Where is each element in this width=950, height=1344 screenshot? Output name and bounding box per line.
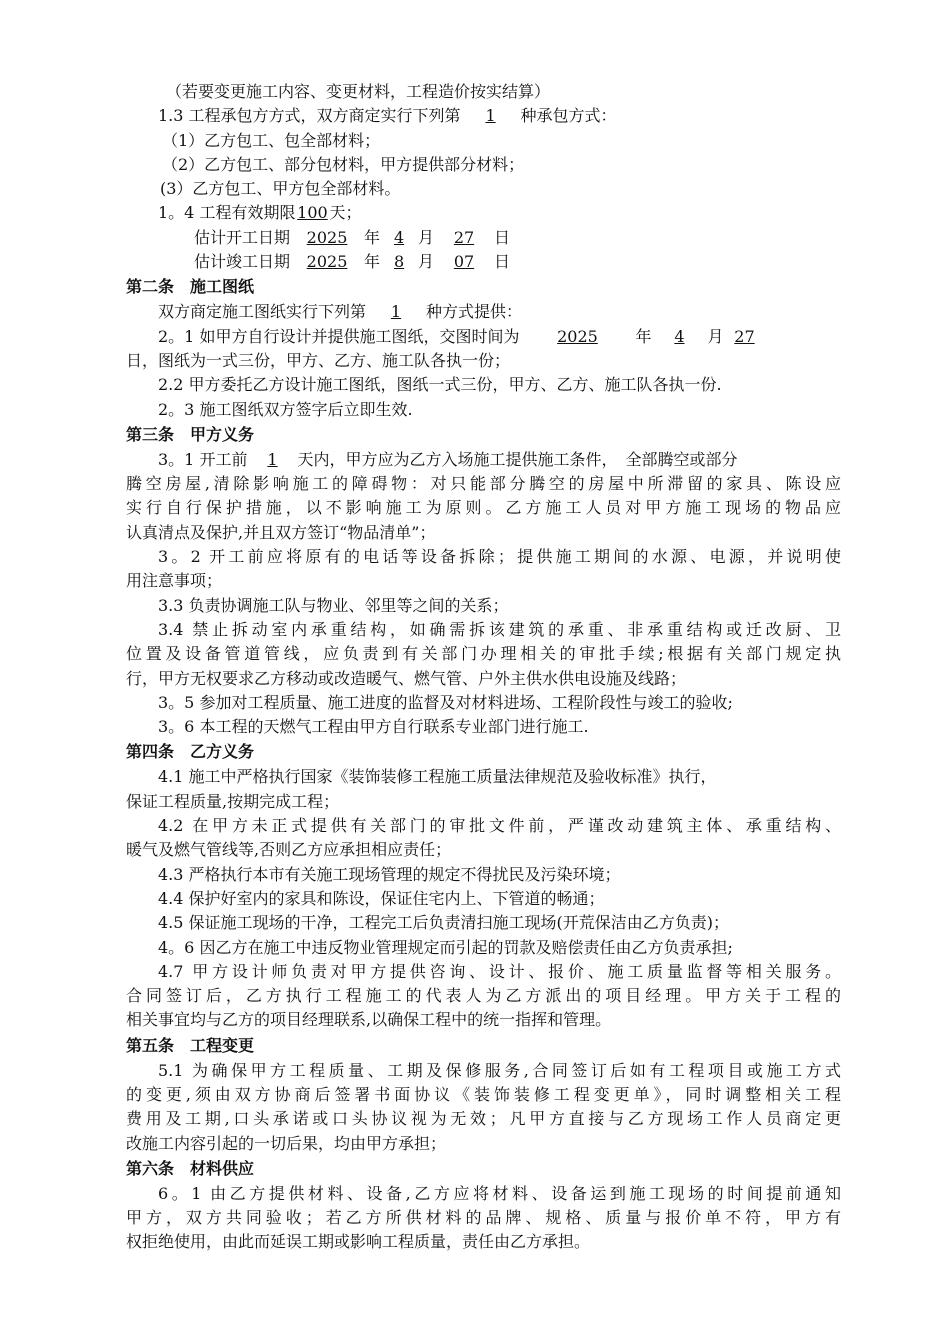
fill-blank: 2025 (557, 326, 598, 346)
text-line: 的变更,须由双方协商后签署书面协议《装饰装修工程变更单》，同时调整相关工程 (126, 1084, 841, 1104)
text-line: 3。5 参加对工程质量、施工进度的监督及对材料进场、工程阶段性与竣工的验收; (158, 692, 733, 712)
text-line: 3。1 开工前 1 天内，甲方应为乙方入场施工提供施工条件， 全部腾空或部分 (126, 448, 841, 472)
text-line: 3.4 禁止拆动室内承重结构，如确需拆该建筑的承重、非承重结构或迁改厨、卫 (158, 619, 841, 639)
text-line: 估计开工日期 2025 年 4 月 27 日 (126, 226, 841, 250)
text-line: 日，图纸为一式三份，甲方、乙方、施工队各执一份； (126, 350, 511, 370)
text-line: 合同签订后，乙方执行工程施工的代表人为乙方派出的项目经理。甲方关于工程的 (126, 986, 841, 1006)
fill-blank: 1 (485, 106, 496, 126)
text-line: 费用及工期,口头承诺或口头协议视为无效；凡甲方直接与乙方现场工作人员商定更 (126, 1109, 841, 1129)
section-heading: 第五条 工程变更 (126, 1035, 255, 1055)
text-line: 5.1 为确保甲方工程质量、工期及保修服务,合同签订后如有工程项目或施工方式 (158, 1060, 841, 1080)
text-line: 腾空房屋,清除影响施工的障碍物：对只能部分腾空的房屋中所滞留的家具、陈设应 (126, 474, 841, 494)
fill-blank: 8 (393, 252, 405, 272)
fill-blank: 07 (453, 252, 475, 272)
fill-blank: 1 (267, 449, 278, 469)
text-line: 3。6 本工程的天燃气工程由甲方自行联系专业部门进行施工. (158, 717, 589, 737)
text-line: (3）乙方包工、甲方包全部材料。 (160, 179, 401, 199)
fill-blank: 2025 (306, 227, 348, 247)
text-line: 估计竣工日期 2025 年 8 月 07 日 (126, 250, 841, 274)
text-line: 双方商定施工图纸实行下列第 1 种方式提供： (126, 300, 841, 324)
text-line: 3。2 开工前应将原有的电话等设备拆除；提供施工期间的水源、电源，并说明使 (158, 547, 841, 567)
fill-blank: 1 (390, 302, 402, 322)
section-heading: 第二条 施工图纸 (126, 277, 255, 297)
text-line: 3.3 负责协调施工队与物业、邻里等之间的关系； (158, 595, 509, 615)
text-line: 1.3 工程承包方方式，双方商定实行下列第 1 种承包方式： (126, 104, 841, 128)
text-line: 位置及设备管道管线，应负责到有关部门办理相关的审批手续;根据有关部门规定执 (126, 644, 841, 664)
fill-blank: 100 (297, 203, 328, 223)
contract-page (126, 80, 841, 1255)
text-line: （2）乙方包工、部分包材料，甲方提供部分材料； (162, 154, 525, 174)
text-line: 实行自行保护措施，以不影响施工为原则。乙方施工人员对甲方施工现场的物品应 (126, 498, 841, 518)
fill-blank: 27 (734, 326, 755, 346)
fill-blank: 2025 (306, 252, 348, 272)
text-line: 1。4 工程有效期限 100 天； (126, 201, 841, 225)
text-line: 4.5 保证施工现场的干净，工程完工后负责清扫施工现场(开荒保洁由乙方负责)； (158, 913, 730, 933)
text-line: 6。1 由乙方提供材料、设备,乙方应将材料、设备运到施工现场的时间提前通知 (158, 1183, 841, 1203)
fill-blank: 4 (674, 326, 685, 346)
text-line: 相关事宜均与乙方的项目经理联系,以确保工程中的统一指挥和管理。 (126, 1010, 612, 1030)
text-line: （1）乙方包工、包全部材料； (162, 130, 381, 150)
text-line: 用注意事项； (126, 571, 223, 591)
text-line: （若要变更施工内容、变更材料，工程造价按实结算） (166, 82, 551, 101)
text-line: 4.3 严格执行本市有关施工现场管理的规定不得扰民及污染环境； (158, 864, 621, 884)
text-line: 暖气及燃气管线等,否则乙方应承担相应责任； (126, 840, 452, 860)
text-line: 4.4 保护好室内的家具和陈设，保证住宅内上、下管道的畅通； (158, 888, 605, 908)
fill-blank: 27 (453, 227, 475, 247)
text-line: 权拒绝使用，由此而延误工期或影响工程质量，责任由乙方承担。 (126, 1232, 591, 1252)
text-line: 改施工内容引起的一切后果，均由甲方承担； (126, 1133, 447, 1153)
section-heading: 第四条 乙方义务 (126, 742, 255, 762)
text-line: 行，甲方无权要求乙方移动或改造暖气、燃气管、户外主供水供电设施及线路； (126, 668, 687, 688)
text-line: 认真清点及保护,并且双方签订“物品清单”； (126, 522, 436, 542)
text-line: 甲方，双方共同验收；若乙方所供材料的品牌、规格、质量与报价单不符，甲方有 (126, 1208, 841, 1228)
text-line: 4.2 在甲方未正式提供有关部门的审批文件前，严谨改动建筑主体、承重结构、 (158, 816, 841, 836)
section-heading: 第六条 材料供应 (126, 1158, 255, 1178)
fill-blank: 4 (393, 227, 405, 247)
text-line: 4。6 因乙方在施工中违反物业管理规定而引起的罚款及赔偿责任由乙方负责承担; (158, 937, 733, 957)
text-line: 4.7 甲方设计师负责对甲方提供咨询、设计、报价、施工质量监督等相关服务。 (158, 961, 841, 981)
text-line: 2。1 如甲方自行设计并提供施工图纸，交图时间为 2025 年 4 月 27 (126, 325, 841, 349)
section-heading: 第三条 甲方义务 (126, 424, 255, 444)
text-line: 2.2 甲方委托乙方设计施工图纸，图纸一式三份，甲方、乙方、施工队各执一份. (158, 375, 722, 395)
text-line: 4.1 施工中严格执行国家《装饰装修工程施工质量法律规范及验收标准》执行， (158, 767, 717, 787)
text-line: 保证工程质量,按期完成工程； (126, 791, 340, 811)
text-line: 2。3 施工图纸双方签字后立即生效. (158, 399, 413, 419)
